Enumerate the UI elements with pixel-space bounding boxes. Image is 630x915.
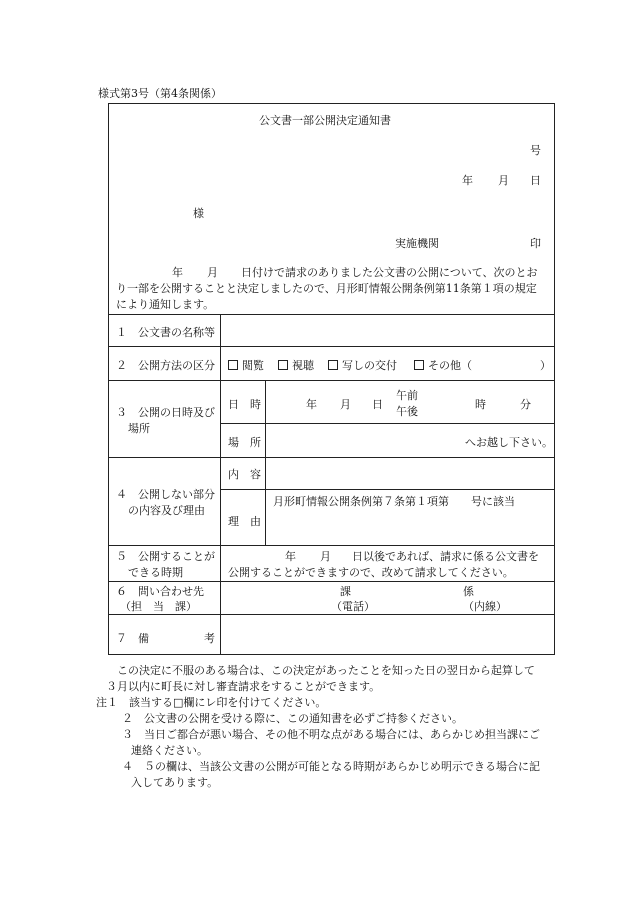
- reason-label-1: 理: [228, 515, 239, 528]
- datetime-hour: 時: [475, 398, 486, 411]
- row4-label-1: ４ 公開しない部分: [116, 488, 215, 501]
- intro-line-2: り一部を公開することと決定しましたので、月形町情報公開条例第11条第１項の規定: [116, 282, 537, 295]
- intro-line-1: 日付けで請求のありました公文書の公開について、次のとお: [241, 266, 538, 279]
- row6-label-2: （担 当 課）: [120, 600, 197, 613]
- row7-label-end: 考: [204, 632, 215, 645]
- appeal-line-1: この決定に不服のある場合は、この決定があったことを知った日の翌日から起算して: [117, 664, 535, 677]
- option-etsuran[interactable]: 閲覧: [228, 357, 264, 373]
- datetime-month: 月: [340, 398, 351, 411]
- form-number: 様式第3号（第4条関係）: [98, 87, 222, 100]
- datetime-year: 年: [306, 398, 317, 411]
- row3-label-1: ３ 公開の日時及び: [116, 406, 215, 419]
- datetime-am: 午前: [396, 389, 418, 402]
- intro-line-3: により通知します。: [116, 298, 215, 311]
- row3-label-2: 場所: [128, 422, 150, 435]
- row6-ext: （内線）: [463, 600, 507, 613]
- intro-year: 年: [172, 266, 183, 279]
- agency-label: 実施機関: [395, 237, 439, 250]
- option-other-close: ）: [540, 359, 551, 372]
- note-2: ２ 公文書の公開を受ける際に、この通知書を必ずご持参ください。: [122, 712, 463, 725]
- addressee-suffix: 様: [193, 207, 204, 220]
- option-other[interactable]: その他（: [414, 357, 472, 373]
- place-label: 場 所: [228, 436, 261, 449]
- checkbox-icon[interactable]: [414, 360, 424, 370]
- row4-label-2: の内容及び理由: [128, 504, 205, 517]
- row5-month: 月: [320, 550, 331, 563]
- date-year-label: 年: [462, 174, 473, 187]
- row5-label-2: できる時期: [128, 566, 183, 579]
- note-3-line-1: ３ 当日ご都合が悪い場合、その他不明な点がある場合には、あらかじめ担当課にご: [122, 728, 540, 741]
- seal-label: 印: [530, 237, 541, 250]
- row6-label-1: ６ 問い合わせ先: [116, 585, 204, 598]
- row2-label: ２ 公開方法の区分: [116, 359, 215, 372]
- row6-ka: 課: [340, 585, 351, 598]
- form-title: 公文書一部公開決定通知書: [259, 114, 391, 127]
- row5-line-1: 日以後であれば、請求に係る公文書を: [352, 550, 539, 563]
- datetime-day: 日: [372, 398, 383, 411]
- reason-text: 月形町情報公開条例第７条第１項第 号に該当: [273, 495, 515, 508]
- row6-tel: （電話）: [331, 600, 375, 613]
- note-3-line-2: 連絡ください。: [131, 744, 208, 757]
- note-4-line-2: 入してあります。: [131, 776, 219, 789]
- option-shicho[interactable]: 視聴: [278, 357, 314, 373]
- checkbox-icon[interactable]: [228, 360, 238, 370]
- note-1: 注１ 該当する□欄にレ印を付けてください。: [96, 696, 327, 709]
- checkbox-icon[interactable]: [278, 360, 288, 370]
- note-4-line-1: ４ ５の欄は、当該公文書の公開が可能となる時期があらかじめ明示できる場合に記: [122, 760, 540, 773]
- row5-label-1: ５ 公開することが: [116, 550, 215, 563]
- datetime-minute: 分: [520, 398, 531, 411]
- datetime-pm: 午後: [396, 405, 418, 418]
- date-month-label: 月: [498, 174, 509, 187]
- intro-month: 月: [207, 266, 218, 279]
- appeal-line-2: ３月以内に町長に対し審査請求をすることができます。: [106, 680, 381, 693]
- row1-label: １ 公文書の名称等: [116, 326, 215, 339]
- number-label: 号: [530, 144, 541, 157]
- checkbox-icon[interactable]: [328, 360, 338, 370]
- row5-year: 年: [285, 550, 296, 563]
- row6-kakari: 係: [463, 585, 474, 598]
- row7-label: ７ 備: [116, 632, 149, 645]
- row5-line-2: 公開することができますので、改めて請求してください。: [228, 566, 514, 579]
- reason-label-2: 由: [250, 515, 261, 528]
- option-copy[interactable]: 写しの交付: [328, 357, 397, 373]
- date-day-label: 日: [530, 174, 541, 187]
- place-suffix: へお越し下さい。: [465, 436, 553, 449]
- content-label: 内 容: [228, 468, 261, 481]
- datetime-label: 日 時: [228, 398, 261, 411]
